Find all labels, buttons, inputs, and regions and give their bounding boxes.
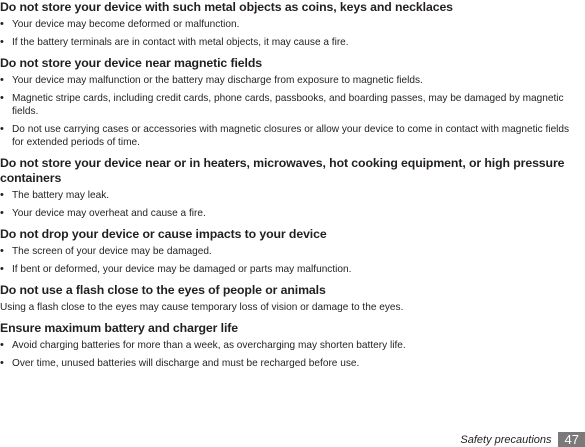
bullet-list (0, 74, 580, 149)
page-number: 47 (558, 432, 585, 447)
section-heading: Ensure maximum battery and charger life (0, 321, 239, 335)
bullet-list (0, 245, 580, 276)
bullet-item: • Your device may malfunction or the battery may discharge from exposure to magnetic fields. (0, 74, 580, 87)
bullet-item: • If bent or deformed, your device may be damaged or parts may malfunction. (0, 263, 580, 276)
bullet-item: • If the battery terminals are in contact with metal objects, it may cause a fire. (0, 36, 580, 49)
bullet-item: • Over time, unused batteries will discharge and must be recharged before use. (0, 357, 580, 370)
bullet-item: • The battery may leak. (0, 189, 580, 202)
section-paragraph: Using a flash close to the eyes may cause temporary loss of vision or damage to the eyes. (0, 302, 404, 313)
section-impacts (0, 227, 580, 276)
bullet-list (0, 339, 580, 370)
bullet-item: • Avoid charging batteries for more than a week, as overcharging may shorten battery life. (0, 339, 580, 352)
section-flash (0, 283, 580, 314)
section-heaters (0, 156, 580, 220)
page-footer (460, 432, 585, 447)
bullet-item: • The screen of your device may be damaged. (0, 245, 580, 258)
bullet-item: • Do not use carrying cases or accessories with magnetic closures or allow your device to come in contact with magnetic fields for extended periods of time. (0, 123, 580, 149)
section-magnetic-fields (0, 56, 580, 149)
bullet-item: • Your device may become deformed or malfunction. (0, 18, 580, 31)
section-heading: Do not use a flash close to the eyes of people or animals (0, 283, 326, 297)
footer-title: Safety precautions (460, 433, 552, 446)
bullet-item: • Magnetic stripe cards, including credit cards, phone cards, passbooks, and boarding passes, may be damaged by magnetic fields. (0, 92, 580, 118)
section-battery-life (0, 321, 580, 370)
bullet-list (0, 18, 580, 49)
section-heading: Do not store your device near or in heaters, microwaves, hot cooking equipment, or high pressure containers (0, 156, 565, 185)
section-heading: Do not store your device with such metal objects as coins, keys and necklaces (0, 0, 453, 14)
section-heading: Do not store your device near magnetic fields (0, 56, 263, 70)
section-heading: Do not drop your device or cause impacts to your device (0, 227, 327, 241)
bullet-list (0, 189, 580, 220)
section-metal-objects (0, 0, 580, 49)
bullet-item: • Your device may overheat and cause a fire. (0, 207, 580, 220)
